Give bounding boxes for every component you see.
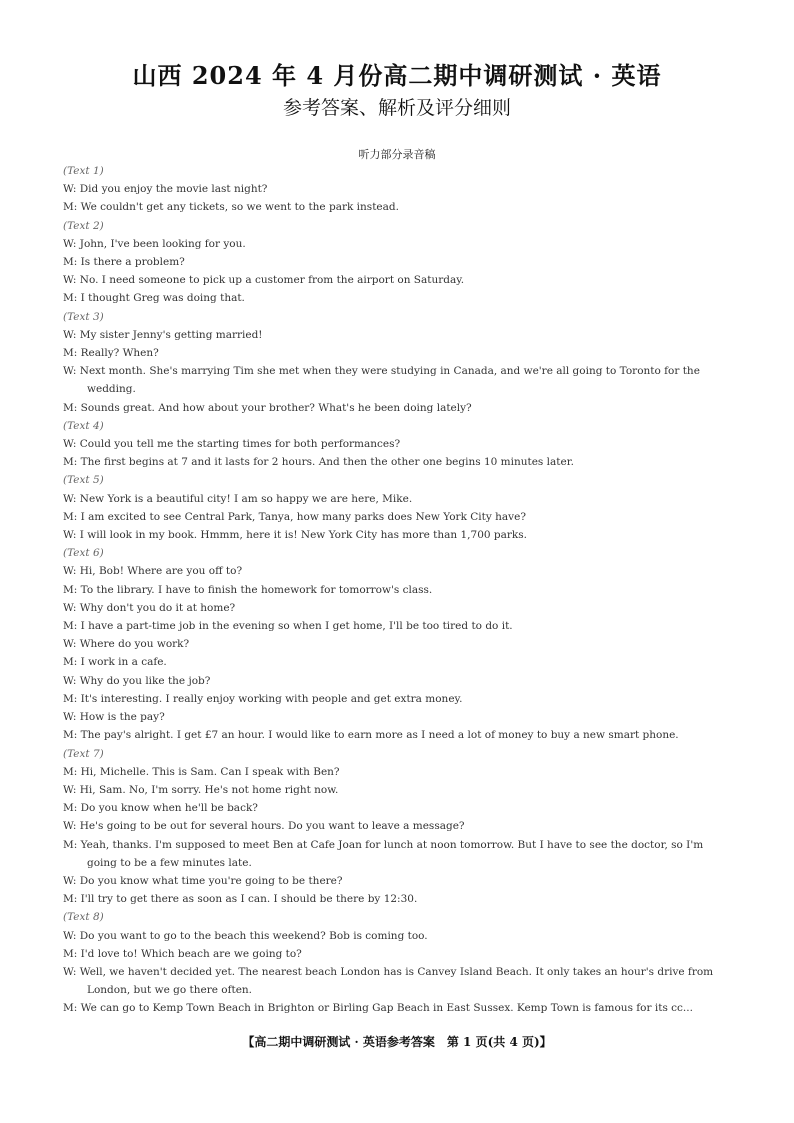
dialogue-line: W: Do you want to go to the beach this weekend? Bob is coming too. bbox=[63, 929, 428, 942]
page-title: 山西 2024 年 4 月份高二期中调研测试 · 英语 bbox=[132, 61, 662, 90]
dialogue-line: W: Next month. She's marrying Tim she met when they were studying in Canada, and we're all going to Toronto for the wedding. bbox=[63, 365, 700, 396]
dialogue-line: M: I thought Greg was doing that. bbox=[63, 292, 245, 305]
dialogue-line: M: It's interesting. I really enjoy working with people and get extra money. bbox=[63, 692, 463, 705]
text-label: (Text 2) bbox=[63, 219, 104, 232]
text-label: (Text 4) bbox=[63, 419, 104, 432]
dialogue-line: W: My sister Jenny's getting married! bbox=[63, 328, 263, 341]
dialogue-line: M: The first begins at 7 and it lasts for 2 hours. And then the other one begins 10 minutes later. bbox=[63, 456, 574, 469]
dialogue-line: M: Do you know when he'll be back? bbox=[63, 802, 258, 815]
dialogue-line: M: I'd love to! Which beach are we going to? bbox=[63, 947, 302, 960]
dialogue-line: M: To the library. I have to finish the homework for tomorrow's class. bbox=[63, 583, 433, 596]
dialogue-line: W: Why do you like the job? bbox=[63, 674, 211, 687]
dialogue-line: M: I am excited to see Central Park, Tanya, how many parks does New York City have? bbox=[63, 510, 526, 523]
dialogue-line: W: No. I need someone to pick up a customer from the airport on Saturday. bbox=[63, 274, 465, 287]
dialogue-line: W: Where do you work? bbox=[63, 638, 190, 651]
dialogue-line: M: Really? When? bbox=[63, 347, 159, 360]
dialogue-line: M: Sounds great. And how about your brother? What's he been doing lately? bbox=[63, 401, 472, 414]
dialogue-line: W: Well, we haven't decided yet. The nearest beach London has is Canvey Island Beach. It only takes an hour's drive from London, but we go there often. bbox=[63, 965, 714, 997]
dialogue-line: W: Do you know what time you're going to be there? bbox=[63, 874, 343, 887]
dialogue-line: W: Hi, Sam. No, I'm sorry. He's not home right now. bbox=[63, 783, 339, 796]
listening-transcript bbox=[63, 162, 731, 1018]
text-label: (Text 7) bbox=[63, 747, 104, 760]
page-subtitle: 参考答案、解析及评分细则 bbox=[282, 97, 511, 119]
dialogue-line: W: New York is a beautiful city! I am so happy we are here, Mike. bbox=[63, 492, 413, 505]
dialogue-line: M: I work in a cafe. bbox=[63, 656, 167, 669]
dialogue-line: W: John, I've been looking for you. bbox=[63, 237, 246, 250]
dialogue-line: M: Hi, Michelle. This is Sam. Can I speak with Ben? bbox=[63, 765, 340, 778]
page-footer: 【高二期中调研测试 · 英语参考答案 第 1 页(共 4 页)】 bbox=[242, 1035, 552, 1049]
dialogue-line: W: Why don't you do it at home? bbox=[63, 601, 236, 614]
text-label: (Text 6) bbox=[63, 547, 104, 560]
dialogue-line: M: I'll try to get there as soon as I can. I should be there by 12:30. bbox=[63, 893, 418, 906]
dialogue-line: M: Yeah, thanks. I'm supposed to meet Ben at Cafe Joan for lunch at noon tomorrow. But I have to see the doctor, so I'm going to be a few minutes late. bbox=[63, 838, 704, 869]
dialogue-line: W: Hi, Bob! Where are you off to? bbox=[63, 565, 243, 578]
dialogue-line: M: I have a part-time job in the evening so when I get home, I'll be too tired to do it. bbox=[63, 620, 513, 633]
text-label: (Text 1) bbox=[63, 165, 104, 177]
text-label: (Text 3) bbox=[63, 310, 104, 323]
dialogue-line: M: Is there a problem? bbox=[63, 256, 185, 269]
section-heading: 听力部分录音稿 bbox=[358, 148, 436, 161]
dialogue-line: W: I will look in my book. Hmmm, here it is! New York City has more than 1,700 parks. bbox=[63, 529, 527, 542]
dialogue-line: M: The pay's alright. I get £7 an hour. I would like to earn more as I need a lot of money to buy a new smart phone. bbox=[63, 729, 679, 742]
dialogue-line: W: How is the pay? bbox=[63, 711, 165, 724]
dialogue-line: M: We can go to Kemp Town Beach in Brighton or Birling Gap Beach in East Sussex. Kemp Town is famous for its cc... bbox=[63, 1002, 693, 1015]
text-label: (Text 8) bbox=[63, 911, 104, 924]
text-label: (Text 5) bbox=[63, 474, 104, 487]
dialogue-line: W: Did you enjoy the movie last night? bbox=[63, 183, 268, 196]
dialogue-line: W: He's going to be out for several hours. Do you want to leave a message? bbox=[63, 820, 465, 833]
dialogue-line: W: Could you tell me the starting times for both performances? bbox=[63, 438, 401, 451]
dialogue-line: M: We couldn't get any tickets, so we went to the park instead. bbox=[63, 201, 399, 214]
